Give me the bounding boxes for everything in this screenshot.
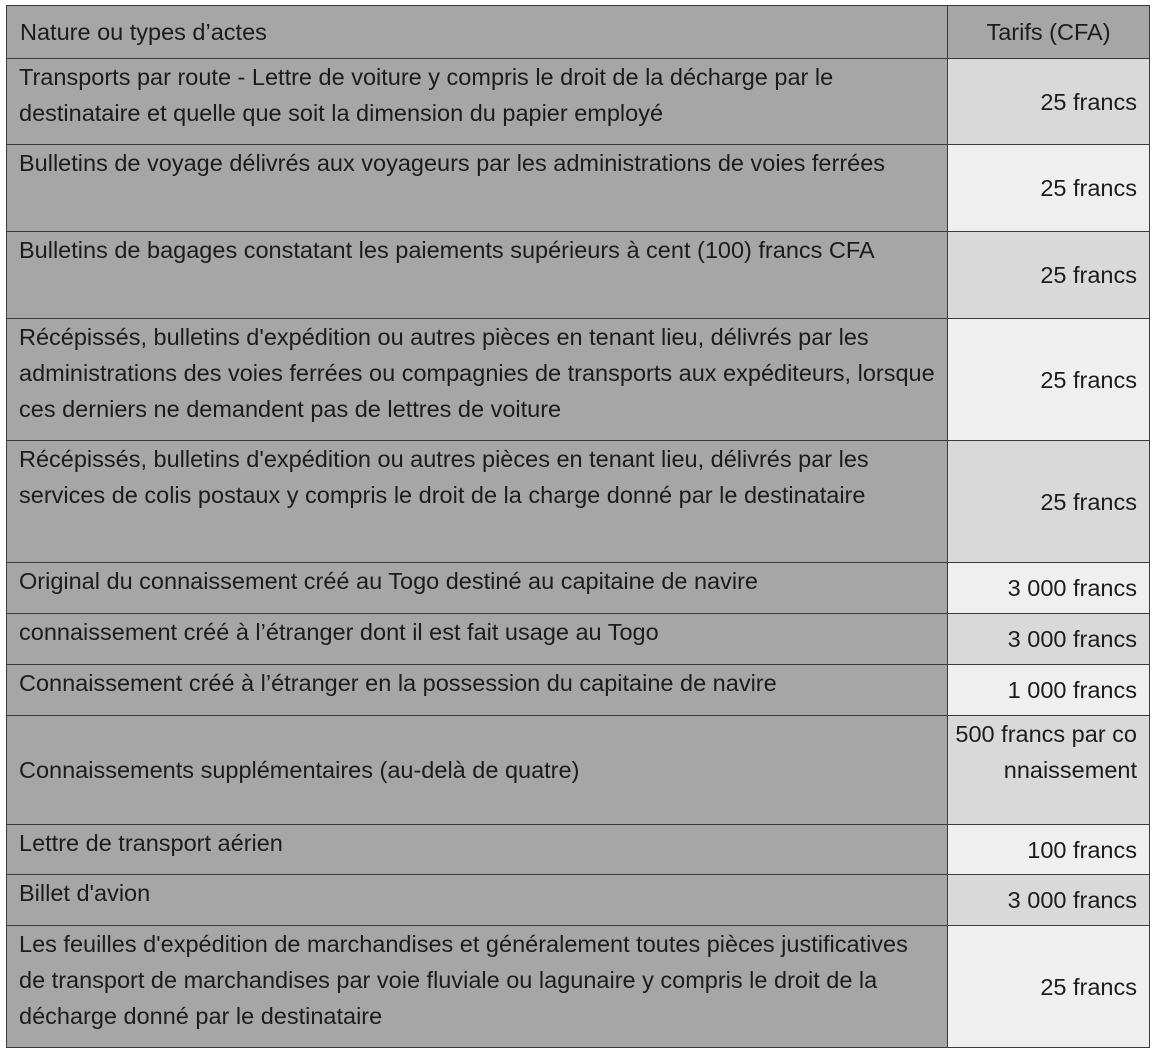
table-row [7, 614, 1150, 665]
tarif-cell: 3 000 francs [948, 875, 1150, 926]
table-row [7, 665, 1150, 716]
table-row [7, 563, 1150, 614]
nature-cell: Lettre de transport aérien [7, 825, 948, 875]
nature-cell: Bulletins de voyage délivrés aux voyageurs par les administrations de voies ferrées [7, 145, 948, 232]
nature-cell: Bulletins de bagages constatant les paiements supérieurs à cent (100) francs CFA [7, 232, 948, 319]
table-row [7, 875, 1150, 926]
nature-cell: Connaissement créé à l’étranger en la possession du capitaine de navire [7, 665, 948, 716]
nature-cell: Récépissés, bulletins d'expédition ou autres pièces en tenant lieu, délivrés par les administrations des voies ferrées ou compagnies de transports aux expéditeurs, lorsque ces derniers ne demandent pas de lettres de voiture [7, 319, 948, 441]
tarif-cell: 3 000 francs [948, 614, 1150, 665]
tarif-cell: 100 francs [948, 825, 1150, 875]
tarif-cell: 25 francs [948, 926, 1150, 1048]
table-row [7, 441, 1150, 563]
table-row [7, 716, 1150, 825]
table-row [7, 319, 1150, 441]
nature-cell: Original du connaissement créé au Togo destiné au capitaine de navire [7, 563, 948, 614]
tarif-cell: 25 francs [948, 145, 1150, 232]
nature-cell: Récépissés, bulletins d'expédition ou autres pièces en tenant lieu, délivrés par les services de colis postaux y compris le droit de la charge donné par le destinataire [7, 441, 948, 563]
nature-cell: Les feuilles d'expédition de marchandises et généralement toutes pièces justificatives de transport de marchandises par voie fluviale ou lagunaire y compris le droit de la décharge donné par le destinataire [7, 926, 948, 1048]
column-header-nature: Nature ou types d’actes [7, 6, 948, 59]
tarif-cell: 3 000 francs [948, 563, 1150, 614]
column-header-tarif: Tarifs (CFA) [948, 6, 1150, 59]
tarif-cell: 25 francs [948, 441, 1150, 563]
table-row [7, 232, 1150, 319]
table-row [7, 926, 1150, 1048]
tarif-cell: 25 francs [948, 319, 1150, 441]
nature-cell: Transports par route - Lettre de voiture y compris le droit de la décharge par le destinataire et quelle que soit la dimension du papier employé [7, 59, 948, 145]
nature-cell: connaissement créé à l’étranger dont il est fait usage au Togo [7, 614, 948, 665]
nature-cell: Billet d'avion [7, 875, 948, 926]
tarif-cell: 1 000 francs [948, 665, 1150, 716]
table-row [7, 825, 1150, 875]
table-row [7, 59, 1150, 145]
tarif-cell: 25 francs [948, 59, 1150, 145]
tarif-cell: 500 francs par connaissement [948, 716, 1150, 825]
tarif-cell: 25 francs [948, 232, 1150, 319]
tariff-table [6, 5, 1150, 1048]
nature-cell: Connaissements supplémentaires (au-delà de quatre) [7, 716, 948, 825]
table-row [7, 145, 1150, 232]
header-row [7, 6, 1150, 59]
